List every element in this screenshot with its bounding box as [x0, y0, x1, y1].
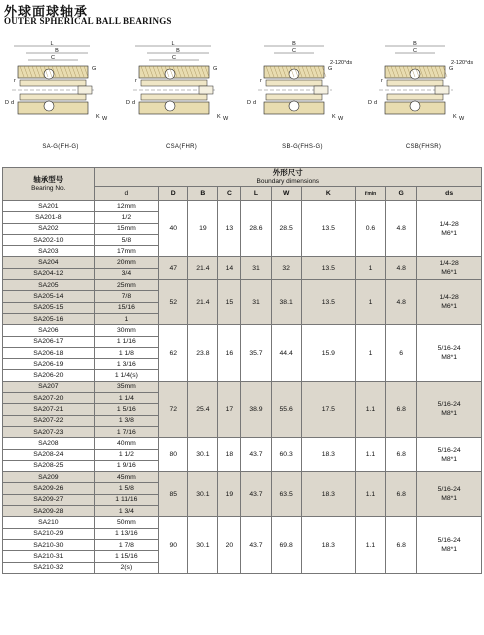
dim-label-w: W	[459, 116, 465, 122]
dim-label-c: C	[172, 55, 176, 61]
dim-label-g: G	[92, 66, 97, 72]
collar	[199, 86, 213, 94]
dim-w-cell: 44.4	[271, 325, 301, 381]
inner-ring-top	[141, 80, 207, 86]
bearing-spec-table	[2, 167, 482, 574]
bore-d-cell: 1 1/16	[94, 336, 159, 347]
diagram-csb	[363, 40, 484, 165]
column-header-l: L	[241, 187, 271, 201]
dim-label-b: B	[176, 48, 180, 54]
ball-bottom	[410, 101, 420, 111]
dim-label-w: W	[102, 116, 108, 122]
dim-label-k: K	[217, 114, 221, 120]
diagram-label: SA-G(FH-G)	[42, 144, 79, 150]
dim-label-b: B	[55, 48, 59, 54]
column-header-ds: ds	[417, 187, 482, 201]
dim-d-cell: 47	[159, 257, 188, 280]
inner-ring-bottom	[20, 94, 86, 100]
bore-d-cell: 1 1/4	[94, 393, 159, 404]
dim-k-cell: 13.5	[301, 201, 355, 257]
dim-g-cell: 6.8	[386, 381, 417, 437]
bore-d-cell: 30mm	[94, 325, 159, 336]
ds-thread-inch: 1/4-28	[439, 294, 459, 302]
dim-g-cell: 6.8	[386, 438, 417, 472]
column-header-k: K	[301, 187, 355, 201]
dim-label-k: K	[332, 114, 336, 120]
dim-c-cell: 20	[218, 517, 241, 573]
bearing-no-cell: SA207-20	[3, 393, 95, 404]
dim-l-cell: 38.9	[241, 381, 271, 437]
dim-label-l: L	[171, 41, 175, 47]
ds-thread-inch: 5/16-24	[437, 345, 461, 352]
dim-g-cell: 4.8	[386, 280, 417, 325]
table-row	[3, 201, 482, 212]
table-row	[3, 472, 482, 483]
dim-label-r: r	[260, 78, 262, 84]
dim-k-cell: 15.9	[301, 325, 355, 381]
bore-d-cell: 15mm	[94, 223, 159, 234]
dim-w-cell: 69.8	[271, 517, 301, 573]
diagram-label: CSB(FHSR)	[405, 144, 442, 150]
bore-d-cell: 40mm	[94, 438, 159, 449]
dim-d-cell: 62	[159, 325, 188, 381]
dim-g-cell: 4.8	[386, 257, 417, 280]
diagram-sa-g	[0, 40, 121, 165]
bearing-no-cell: SA209	[3, 472, 95, 483]
bore-d-cell: 1 3/16	[94, 359, 159, 370]
diagram-label: CSA(FHR)	[165, 144, 198, 150]
column-header-g: G	[386, 187, 417, 201]
diagram-csa	[121, 40, 242, 165]
dim-d-cell: 90	[159, 517, 188, 573]
inner-ring-bottom	[141, 94, 207, 100]
dim-label-d: d	[11, 100, 15, 106]
dim-w-cell: 60.3	[271, 438, 301, 472]
dim-label-k: K	[453, 114, 457, 120]
dim-r-cell: 1.1	[355, 438, 385, 472]
dim-l-cell: 28.6	[241, 201, 271, 257]
ds-thread-inch: 5/16-24	[437, 446, 461, 454]
column-header-b: B	[188, 187, 218, 201]
hole-note: 2-120°ds	[330, 60, 353, 66]
diagram-sa-g-drawing	[0, 40, 121, 145]
dim-ds-cell	[417, 381, 482, 437]
dim-ds-cell	[417, 438, 482, 472]
ds-thread-inch: 1/4-28	[439, 260, 459, 268]
diagram-sb-g	[242, 40, 363, 165]
dim-r-cell: 1	[355, 325, 385, 381]
diagram-label: SB-G(FHS-G)	[282, 144, 323, 150]
dim-b-cell: 30.1	[188, 438, 218, 472]
dim-l-cell: 43.7	[241, 472, 271, 517]
bearing-no-cell: SA206-19	[3, 359, 95, 370]
bore-d-cell: 20mm	[94, 257, 159, 268]
bearing-no-cell: SA210-31	[3, 551, 95, 562]
dim-label-c: C	[413, 48, 417, 54]
bore-d-cell: 1 13/16	[94, 528, 159, 539]
header-bearing-en: Bearing No.	[31, 185, 66, 192]
dim-w-cell: 28.5	[271, 201, 301, 257]
hole-note: 2-120°ds	[451, 60, 474, 66]
bore-d-cell: 2(s)	[94, 562, 159, 573]
column-header-w: W	[271, 187, 301, 201]
dim-d-cell: 40	[159, 201, 188, 257]
dim-d-cell: 85	[159, 472, 188, 517]
bore-d-cell: 1/2	[94, 212, 159, 223]
dim-k-cell: 18.3	[301, 517, 355, 573]
bore-d-cell: 17mm	[94, 246, 159, 257]
bearing-no-cell: SA204	[3, 257, 95, 268]
bore-d-cell: 1 15/16	[94, 551, 159, 562]
dim-label-d: D	[5, 100, 9, 106]
dim-label-d: d	[374, 100, 378, 106]
dim-w-cell: 63.5	[271, 472, 301, 517]
dim-ds-cell	[417, 201, 482, 257]
dim-label-d: D	[247, 100, 251, 106]
table-row	[3, 325, 482, 336]
bearing-no-cell: SA206-20	[3, 370, 95, 381]
dim-k-cell: 17.5	[301, 381, 355, 437]
bearing-no-cell: SA210-29	[3, 528, 95, 539]
dim-w-cell: 55.6	[271, 381, 301, 437]
ds-thread-metric: M6*1	[441, 229, 458, 237]
bearing-no-cell: SA210	[3, 517, 95, 528]
bore-d-cell: 35mm	[94, 381, 159, 392]
dim-c-cell: 18	[218, 438, 241, 472]
bearing-no-cell: SA209-26	[3, 483, 95, 494]
dim-l-cell: 43.7	[241, 517, 271, 573]
dim-label-k: K	[96, 114, 100, 120]
dim-w-cell: 32	[271, 257, 301, 280]
bearing-no-cell: SA207-22	[3, 415, 95, 426]
header-bearing-no	[3, 168, 95, 201]
page-title-chinese: 外球面球轴承	[4, 5, 89, 20]
inner-ring-bottom	[387, 94, 443, 100]
dim-label-c: C	[51, 55, 55, 61]
dim-c-cell: 16	[218, 325, 241, 381]
dim-b-cell: 21.4	[188, 280, 218, 325]
bore-d-cell: 1 5/8	[94, 483, 159, 494]
bore-d-cell: 15/16	[94, 302, 159, 313]
dim-b-cell: 23.8	[188, 325, 218, 381]
bearing-no-cell: SA210-30	[3, 539, 95, 550]
dim-ds-cell	[417, 325, 482, 381]
dim-k-cell: 18.3	[301, 438, 355, 472]
column-header-r-min: min	[367, 190, 377, 197]
ds-thread-metric: M8*1	[441, 546, 458, 554]
bore-d-cell: 1 1/4(s)	[94, 370, 159, 381]
dim-k-cell: 18.3	[301, 472, 355, 517]
dim-ds-cell	[417, 517, 482, 573]
bearing-no-cell: SA205-15	[3, 302, 95, 313]
header-boundary-cn: 外形尺寸	[272, 168, 303, 177]
dim-c-cell: 14	[218, 257, 241, 280]
dim-r-cell: 1	[355, 257, 385, 280]
dim-label-b: B	[413, 41, 417, 47]
dim-d-cell: 80	[159, 438, 188, 472]
dim-l-cell: 43.7	[241, 438, 271, 472]
column-header-c: C	[218, 187, 241, 201]
bore-d-cell: 3/4	[94, 268, 159, 279]
dim-label-d: D	[368, 100, 372, 106]
bearing-no-cell: SA206	[3, 325, 95, 336]
column-header-d: D	[159, 187, 188, 201]
table-row	[3, 280, 482, 291]
bearing-no-cell: SA201	[3, 201, 95, 212]
dim-r-cell: 1.1	[355, 472, 385, 517]
dim-d-cell: 72	[159, 381, 188, 437]
table-row	[3, 517, 482, 528]
bearing-no-cell: SA203	[3, 246, 95, 257]
collar	[435, 86, 449, 94]
dim-c-cell: 15	[218, 280, 241, 325]
dim-ds-cell	[417, 257, 482, 280]
bore-d-cell: 1 11/16	[94, 494, 159, 505]
ds-thread-metric: M6*1	[441, 269, 458, 277]
dim-d-cell: 52	[159, 280, 188, 325]
dim-label-d: d	[132, 100, 136, 106]
bore-d-cell: 45mm	[94, 472, 159, 483]
ds-thread-metric: M8*1	[441, 410, 458, 418]
dim-r-cell: 1.1	[355, 381, 385, 437]
bearing-no-cell: SA207	[3, 381, 95, 392]
bearing-no-cell: SA205-16	[3, 313, 95, 324]
header-boundary	[94, 168, 481, 187]
dim-label-l: L	[50, 41, 54, 47]
bore-d-cell: 5/8	[94, 234, 159, 245]
ball-bottom	[44, 101, 54, 111]
dim-label-b: B	[292, 41, 296, 47]
table-row	[3, 438, 482, 449]
dim-c-cell: 17	[218, 381, 241, 437]
ds-thread-metric: M8*1	[441, 354, 458, 361]
bearing-diagrams	[0, 40, 484, 165]
column-header-r-letter: r	[364, 189, 368, 197]
collar	[314, 86, 328, 94]
ball-top	[410, 69, 420, 79]
bore-d-cell: 1 9/16	[94, 460, 159, 471]
bore-d-cell: 1 1/2	[94, 449, 159, 460]
ds-thread-inch: 5/16-24	[437, 537, 461, 545]
bearing-no-cell: SA207-21	[3, 404, 95, 415]
diagram-sb-g-drawing	[242, 40, 363, 145]
inner-ring-top	[387, 80, 443, 86]
ds-thread-metric: M6*1	[441, 303, 458, 311]
dim-l-cell: 35.7	[241, 325, 271, 381]
dim-r-cell: 1.1	[355, 517, 385, 573]
bore-d-cell: 7/8	[94, 291, 159, 302]
dim-k-cell: 13.5	[301, 280, 355, 325]
ball-top	[289, 69, 299, 79]
header-bearing-cn: 轴承型号	[33, 175, 64, 184]
dim-g-cell: 6	[386, 325, 417, 381]
bearing-no-cell: SA206-17	[3, 336, 95, 347]
dim-l-cell: 31	[241, 257, 271, 280]
dim-c-cell: 13	[218, 201, 241, 257]
inner-ring-top	[266, 80, 322, 86]
dim-label-w: W	[223, 116, 229, 122]
dim-label-r: r	[14, 78, 16, 84]
bore-d-cell: 1 3/4	[94, 506, 159, 517]
table-row	[3, 257, 482, 268]
dim-c-cell: 19	[218, 472, 241, 517]
dim-label-g: G	[213, 66, 218, 72]
bearing-no-cell: SA205-14	[3, 291, 95, 302]
dim-b-cell: 25.4	[188, 381, 218, 437]
diagram-csa-drawing	[121, 40, 242, 145]
ds-thread-inch: 5/16-24	[437, 486, 461, 494]
bearing-no-cell: SA206-18	[3, 347, 95, 358]
dim-ds-cell	[417, 280, 482, 325]
table-row	[3, 381, 482, 392]
dim-g-cell: 6.8	[386, 517, 417, 573]
column-header-r	[355, 187, 385, 201]
bore-d-cell: 1 7/16	[94, 426, 159, 437]
ds-thread-metric: M8*1	[441, 495, 458, 503]
dim-g-cell: 4.8	[386, 201, 417, 257]
bearing-no-cell: SA202	[3, 223, 95, 234]
bearing-no-cell: SA210-32	[3, 562, 95, 573]
bore-d-cell: 1 1/8	[94, 347, 159, 358]
dim-w-cell: 38.1	[271, 280, 301, 325]
dim-label-g: G	[328, 66, 333, 72]
ball-bottom	[165, 101, 175, 111]
header-boundary-en: Boundary dimensions	[256, 178, 320, 185]
diagram-csb-drawing	[363, 40, 484, 145]
bearing-no-cell: SA204-12	[3, 268, 95, 279]
dim-k-cell: 13.5	[301, 257, 355, 280]
bore-d-cell: 12mm	[94, 201, 159, 212]
bearing-no-cell: SA205	[3, 280, 95, 291]
bore-d-cell: 25mm	[94, 280, 159, 291]
bearing-no-cell: SA208-25	[3, 460, 95, 471]
collar	[78, 86, 92, 94]
page-title-english: OUTER SPHERICAL BALL BEARINGS	[4, 16, 172, 26]
bearing-no-cell: SA207-23	[3, 426, 95, 437]
dim-label-g: G	[449, 66, 454, 72]
bearing-no-cell: SA209-27	[3, 494, 95, 505]
dim-label-d: d	[253, 100, 257, 106]
bearing-no-cell: SA209-28	[3, 506, 95, 517]
bearing-no-cell: SA208-24	[3, 449, 95, 460]
dim-r-cell: 1	[355, 280, 385, 325]
ds-thread-inch: 5/16-24	[437, 401, 461, 409]
dim-label-r: r	[135, 78, 137, 84]
dim-r-cell: 0.6	[355, 201, 385, 257]
dim-b-cell: 30.1	[188, 517, 218, 573]
dim-label-r: r	[381, 78, 383, 84]
dim-label-c: C	[292, 48, 296, 54]
bore-d-cell: 1 3/8	[94, 415, 159, 426]
dim-l-cell: 31	[241, 280, 271, 325]
dim-ds-cell	[417, 472, 482, 517]
bearing-no-cell: SA202-10	[3, 234, 95, 245]
column-header-d: d	[94, 187, 159, 201]
bore-d-cell: 1 5/16	[94, 404, 159, 415]
ds-thread-inch: 1/4-28	[439, 220, 459, 228]
bore-d-cell: 1	[94, 313, 159, 324]
bearing-no-cell: SA208	[3, 438, 95, 449]
dim-g-cell: 6.8	[386, 472, 417, 517]
dim-b-cell: 19	[188, 201, 218, 257]
ball-bottom	[289, 101, 299, 111]
dim-b-cell: 30.1	[188, 472, 218, 517]
dim-label-d: D	[126, 100, 130, 106]
inner-ring-bottom	[266, 94, 322, 100]
bore-d-cell: 50mm	[94, 517, 159, 528]
inner-ring-top	[20, 80, 86, 86]
dim-b-cell: 21.4	[188, 257, 218, 280]
spec-body	[3, 201, 482, 574]
ds-thread-metric: M8*1	[441, 455, 458, 463]
bore-d-cell: 1 7/8	[94, 539, 159, 550]
bearing-no-cell: SA201-8	[3, 212, 95, 223]
dim-label-w: W	[338, 116, 344, 122]
